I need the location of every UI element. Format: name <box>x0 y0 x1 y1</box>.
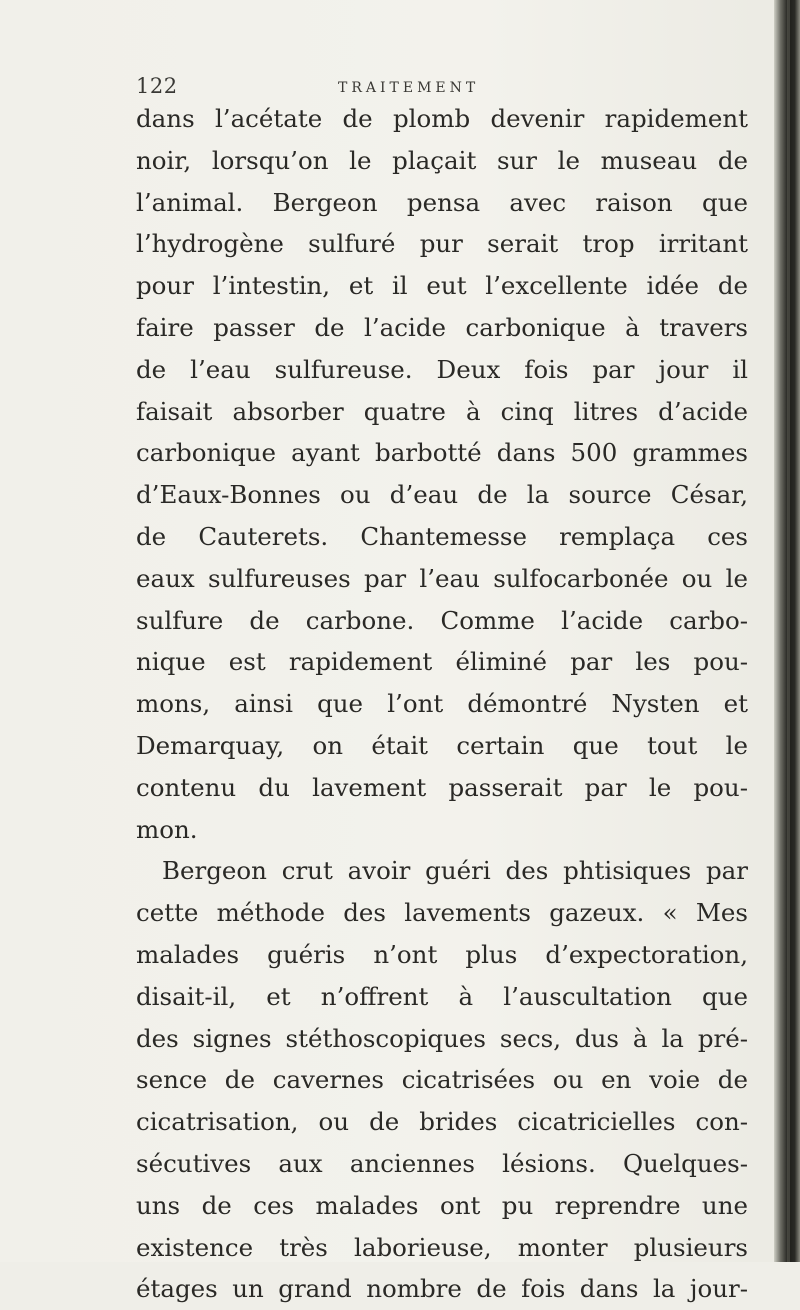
text-line: existence très laborieuse, monter plusieurs <box>136 1232 748 1262</box>
body-text <box>136 98 748 1310</box>
text-line: l’hydrogène sulfuré pur serait trop irritant <box>136 229 748 259</box>
page-number: 122 <box>136 74 178 98</box>
text-line: faisait absorber quatre à cinq litres d’acide <box>136 396 748 426</box>
text-line: carbonique ayant barbotté dans 500 grammes <box>136 438 748 468</box>
text-line: sécutives aux anciennes lésions. Quelques- <box>136 1148 748 1178</box>
text-line: contenu du lavement passerait par le pou- <box>136 772 748 802</box>
text-line: étages un grand nombre de fois dans la jour- <box>136 1274 748 1304</box>
text-line: eaux sulfureuses par l’eau sulfocarbonée ou le <box>136 563 748 593</box>
text-line: mon. <box>136 814 198 844</box>
text-line: uns de ces malades ont pu reprendre une <box>136 1190 748 1220</box>
text-line: Demarquay, on était certain que tout le <box>136 730 748 760</box>
text-line: de l’eau sulfureuse. Deux fois par jour il <box>136 354 748 384</box>
text-line: dans l’acétate de plomb devenir rapidement <box>136 104 748 133</box>
text-line: mons, ainsi que l’ont démontré Nysten et <box>136 689 748 719</box>
binding-shadow <box>787 0 790 1262</box>
text-line: cette méthode des lavements gazeux. « Mes <box>136 898 748 928</box>
text-line: de Cauterets. Chantemesse remplaça ces <box>136 521 748 551</box>
text-line: noir, lorsqu’on le plaçait sur le museau de <box>136 145 748 175</box>
running-head: TRAITEMENT <box>338 80 480 96</box>
text-line: cicatrisation, ou de brides cicatricielles con- <box>136 1107 748 1137</box>
text-line: faire passer de l’acide carbonique à travers <box>136 312 748 342</box>
text-line: sence de cavernes cicatrisées ou en voie de <box>136 1065 748 1095</box>
text-line: pour l’intestin, et il eut l’excellente idée de <box>136 271 748 301</box>
text-line: nique est rapidement éliminé par les pou- <box>136 647 748 677</box>
text-line: l’animal. Bergeon pensa avec raison que <box>136 187 748 217</box>
text-line: disait-il, et n’offrent à l’auscultation que <box>136 981 748 1011</box>
text-line: sulfure de carbone. Comme l’acide carbo- <box>136 605 748 635</box>
paragraph-start-line: Bergeon crut avoir guéri des phtisiques par <box>162 856 748 886</box>
text-line: d’Eaux-Bonnes ou d’eau de la source César, <box>136 480 748 510</box>
text-line: malades guéris n’ont plus d’expectoration, <box>136 939 748 969</box>
text-line: des signes stéthoscopiques secs, dus à la pré- <box>136 1023 748 1053</box>
